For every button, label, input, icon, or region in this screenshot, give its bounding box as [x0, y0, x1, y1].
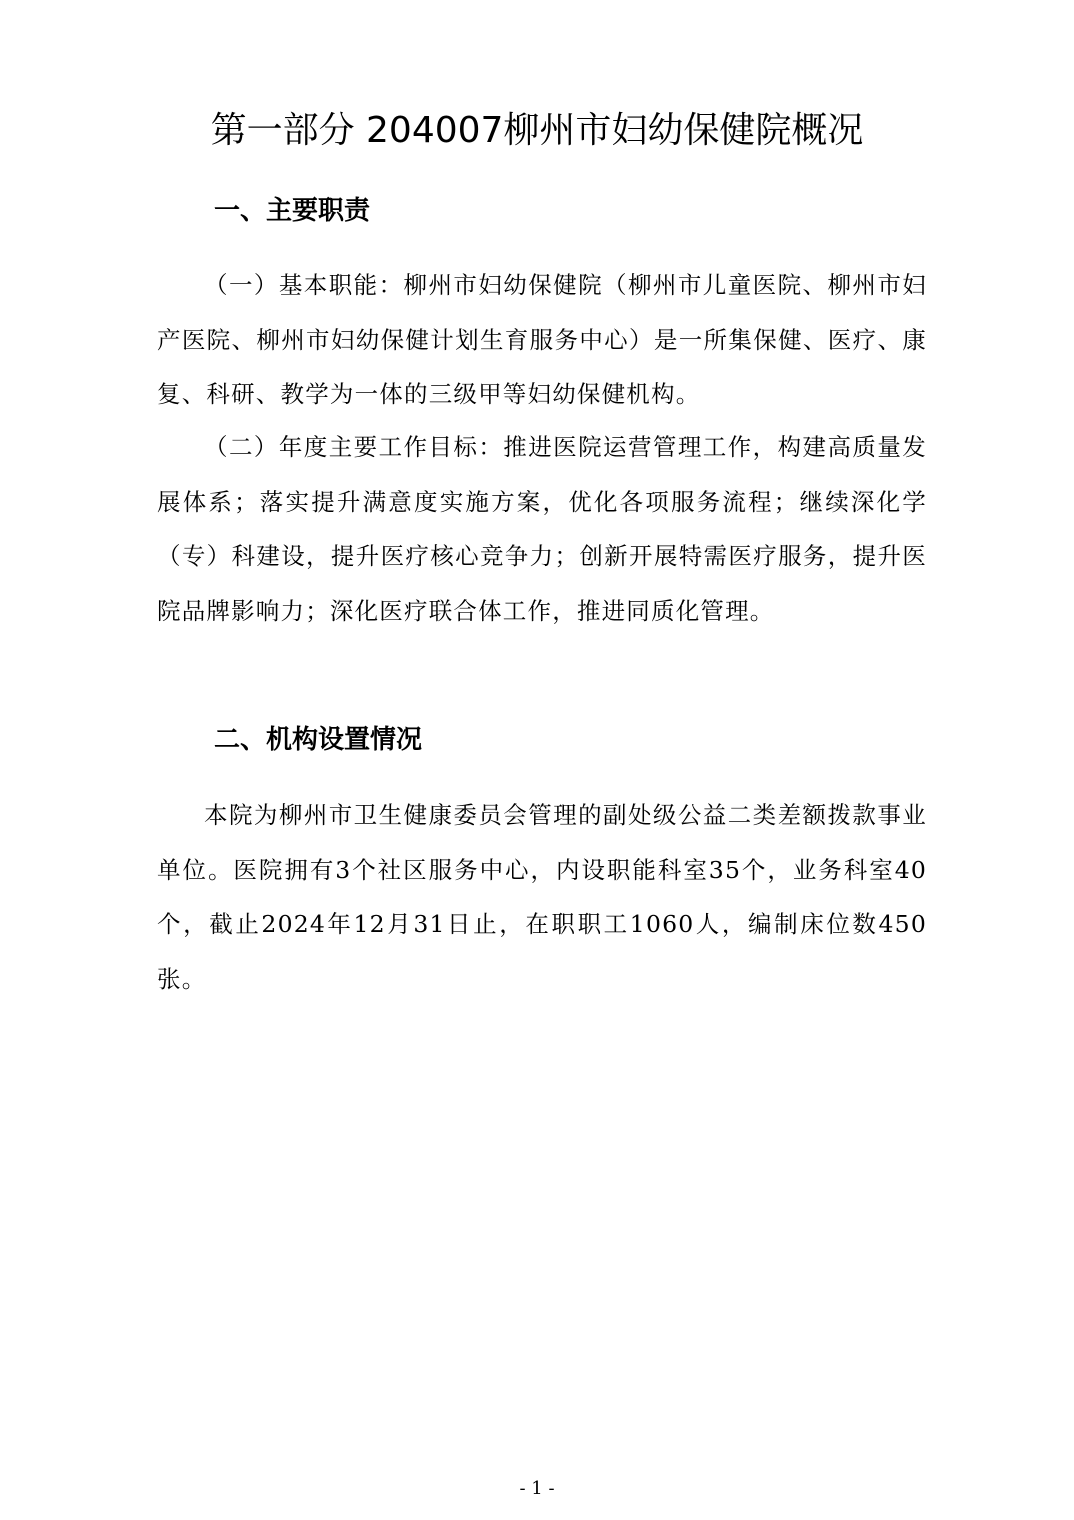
paragraph-annual-goals: （二）年度主要工作目标：推进医院运营管理工作，构建高质量发展体系；落实提升满意度实施方案，优化各项服务流程；继续深化学（专）科建设，提升医疗核心竞争力；创新开展特需医疗服务，提升医院品牌影响力；深化医疗联合体工作，推进同质化管理。 — [157, 433, 927, 626]
section-heading-organization: 二、机构设置情况 — [214, 725, 423, 755]
page-number: - 1 - — [519, 1478, 555, 1499]
page-title: 第一部分 204007柳州市妇幼保健院概况 — [210, 110, 864, 151]
paragraph-basic-functions: （一）基本职能：柳州市妇幼保健院（柳州市儿童医院、柳州市妇产医院、柳州市妇幼保健计划生育服务中心）是一所集保健、医疗、康复、科研、教学为一体的三级甲等妇幼保健机构。 — [157, 271, 927, 409]
section-heading-main-duties: 一、主要职责 — [214, 196, 371, 226]
paragraph-organization-details: 本院为柳州市卫生健康委员会管理的副处级公益二类差额拨款事业单位。医院拥有3个社区服务中心，内设职能科室35个，业务科室40个，截止2024年12月31日止，在职职工1060人，编制床位数450张。 — [157, 801, 927, 994]
